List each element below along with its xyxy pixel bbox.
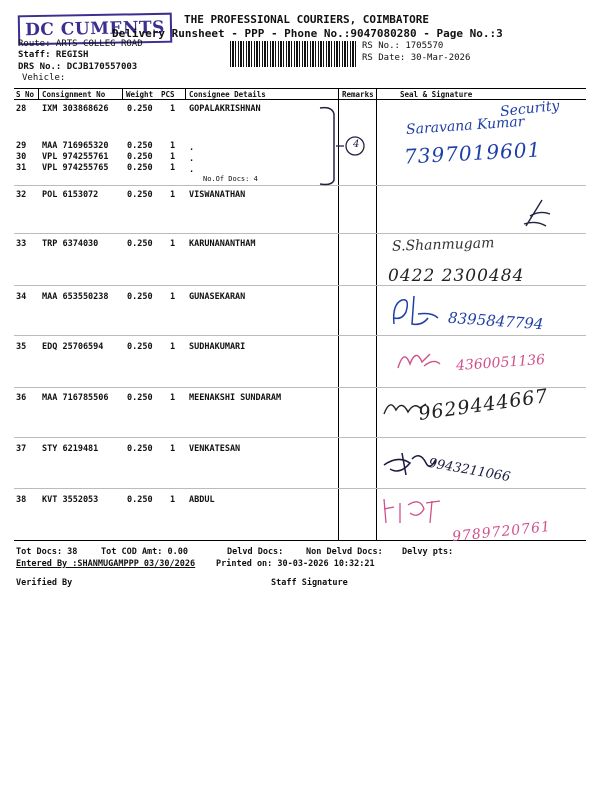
row-consignee: VISWANATHAN xyxy=(189,190,246,200)
barcode xyxy=(230,41,358,67)
signature-receiver-name: S.Shanmugam xyxy=(391,235,495,255)
col-consignment: Consignment No xyxy=(42,90,106,99)
signature-phone: 0422 2300484 xyxy=(388,266,525,286)
signature-scribble xyxy=(380,493,444,529)
drs-number: DRS No.: DCJB170557003 xyxy=(18,62,138,72)
remark-count: 4 xyxy=(353,139,360,150)
signature-receiver-name: Saravana Kumar xyxy=(405,113,525,139)
row-pcs: 1 xyxy=(170,342,176,352)
row-sno: 38 xyxy=(16,495,27,505)
row-consignee: . xyxy=(189,143,195,153)
row-consignee: . xyxy=(189,154,195,164)
total-docs: Tot Docs: 38 xyxy=(16,547,78,557)
staff-label: Staff: REGISH xyxy=(18,50,89,60)
row-pcs: 1 xyxy=(170,152,176,162)
row-consignment: EDQ 25706594 xyxy=(42,342,104,352)
col-signature: Seal & Signature xyxy=(400,90,473,99)
row-sno: 35 xyxy=(16,342,27,352)
row-weight: 0.250 xyxy=(127,292,153,302)
entered-by: Entered By :SHANMUGAMPPP 03/30/2026 xyxy=(16,559,196,569)
column-divider xyxy=(185,88,186,99)
column-divider xyxy=(122,88,123,99)
delivered-docs: Delvd Docs: xyxy=(227,547,284,557)
row-separator xyxy=(14,437,586,438)
row-consignment: TRP 6374030 xyxy=(42,239,99,249)
row-pcs: 1 xyxy=(170,393,176,403)
row-weight: 0.250 xyxy=(127,152,153,162)
rs-date: RS Date: 30-Mar-2026 xyxy=(362,53,471,63)
verified-by: Verified By xyxy=(16,578,73,588)
dc-cuments-stamp: DC CUMENTS xyxy=(18,13,173,46)
row-weight: 0.250 xyxy=(127,495,153,505)
row-weight: 0.250 xyxy=(127,104,153,114)
row-separator xyxy=(14,335,586,336)
signature-phone: 9629444667 xyxy=(417,384,550,426)
row-pcs: 1 xyxy=(170,141,176,151)
row-separator xyxy=(14,387,586,388)
route-label: Route: ARTS COLLEG ROAD xyxy=(18,39,143,49)
row-consignee: VENKATESAN xyxy=(189,444,241,454)
col-consignee: Consignee Details xyxy=(189,90,266,99)
row-pcs: 1 xyxy=(170,444,176,454)
signature-phone: 9943211066 xyxy=(427,455,512,486)
row-sno: 33 xyxy=(16,239,27,249)
row-consignee: SUDHAKUMARI xyxy=(189,342,246,352)
row-consignment: STY 6219481 xyxy=(42,444,99,454)
signature-scribble xyxy=(394,344,444,374)
col-sno: S No xyxy=(16,90,35,99)
row-pcs: 1 xyxy=(170,239,176,249)
row-consignee: . xyxy=(189,165,195,175)
table-top-border xyxy=(14,88,586,89)
row-consignment: VPL 974255761 xyxy=(42,152,109,162)
row-consignee: KARUNANANTHAM xyxy=(189,239,256,249)
col-pcs: PCS xyxy=(161,90,175,99)
row-weight: 0.250 xyxy=(127,239,153,249)
row-weight: 0.250 xyxy=(127,141,153,151)
row-weight: 0.250 xyxy=(127,163,153,173)
row-sno: 29 xyxy=(16,141,27,151)
row-weight: 0.250 xyxy=(127,342,153,352)
signature-scribble xyxy=(388,290,442,332)
total-cod-amount: Tot COD Amt: 0.00 xyxy=(101,547,188,557)
row-consignment: MAA 653550238 xyxy=(42,292,109,302)
row-sno: 34 xyxy=(16,292,27,302)
row-consignee: GUNASEKARAN xyxy=(189,292,246,302)
row-pcs: 1 xyxy=(170,163,176,173)
row-consignee: ABDUL xyxy=(189,495,215,505)
signature-phone: 4360051136 xyxy=(455,351,546,375)
rs-number: RS No.: 1705570 xyxy=(362,41,444,51)
non-delivered-docs: Non Delvd Docs: xyxy=(306,547,383,557)
table-header-border xyxy=(14,99,586,100)
col-remarks: Remarks xyxy=(342,90,374,99)
row-consignee: GOPALAKRISHNAN xyxy=(189,104,261,114)
row-consignment: MAA 716785506 xyxy=(42,393,109,403)
delivery-points: Delvy pts: xyxy=(402,547,454,557)
row-separator xyxy=(14,233,586,234)
row-sno: 32 xyxy=(16,190,27,200)
row-sno: 30 xyxy=(16,152,27,162)
company-title: THE PROFESSIONAL COURIERS, COIMBATORE xyxy=(184,13,430,26)
row-sno: 37 xyxy=(16,444,27,454)
row-weight: 0.250 xyxy=(127,393,153,403)
row-consignment: MAA 716965320 xyxy=(42,141,109,151)
column-divider xyxy=(38,88,39,99)
row-sno: 31 xyxy=(16,163,27,173)
col-weight: Weight xyxy=(126,90,154,99)
row-consignment: VPL 974255765 xyxy=(42,163,109,173)
row-pcs: 1 xyxy=(170,104,176,114)
row-pcs: 1 xyxy=(170,190,176,200)
group-bracket xyxy=(318,100,378,188)
signature-phone: 7397019601 xyxy=(403,137,542,169)
signature-security: Security xyxy=(499,97,561,121)
staff-signature: Staff Signature xyxy=(271,578,348,588)
row-sno: 36 xyxy=(16,393,27,403)
row-consignment: KVT 3552053 xyxy=(42,495,99,505)
signature-phone: 8395847794 xyxy=(447,308,544,334)
vehicle-label: Vehicle: xyxy=(22,73,66,83)
runsheet-title: Delivery Runsheet - PPP - Phone No.:9047080280 - Page No.:3 xyxy=(112,27,503,40)
signature-scribble xyxy=(520,196,560,230)
row-sno: 28 xyxy=(16,104,27,114)
row-consignment: POL 6153072 xyxy=(42,190,99,200)
row-consignee: MEENAKSHI SUNDARAM xyxy=(189,393,282,403)
row-separator xyxy=(14,185,586,186)
row-separator xyxy=(14,488,586,489)
row-pcs: 1 xyxy=(170,495,176,505)
printed-on: Printed on: 30-03-2026 10:32:21 xyxy=(216,559,375,569)
row-consignment: IXM 303868626 xyxy=(42,104,109,114)
group-doc-count: No.Of Docs: 4 xyxy=(203,175,258,183)
signature-phone: 9789720761 xyxy=(451,518,552,546)
row-weight: 0.250 xyxy=(127,444,153,454)
row-weight: 0.250 xyxy=(127,190,153,200)
row-pcs: 1 xyxy=(170,292,176,302)
